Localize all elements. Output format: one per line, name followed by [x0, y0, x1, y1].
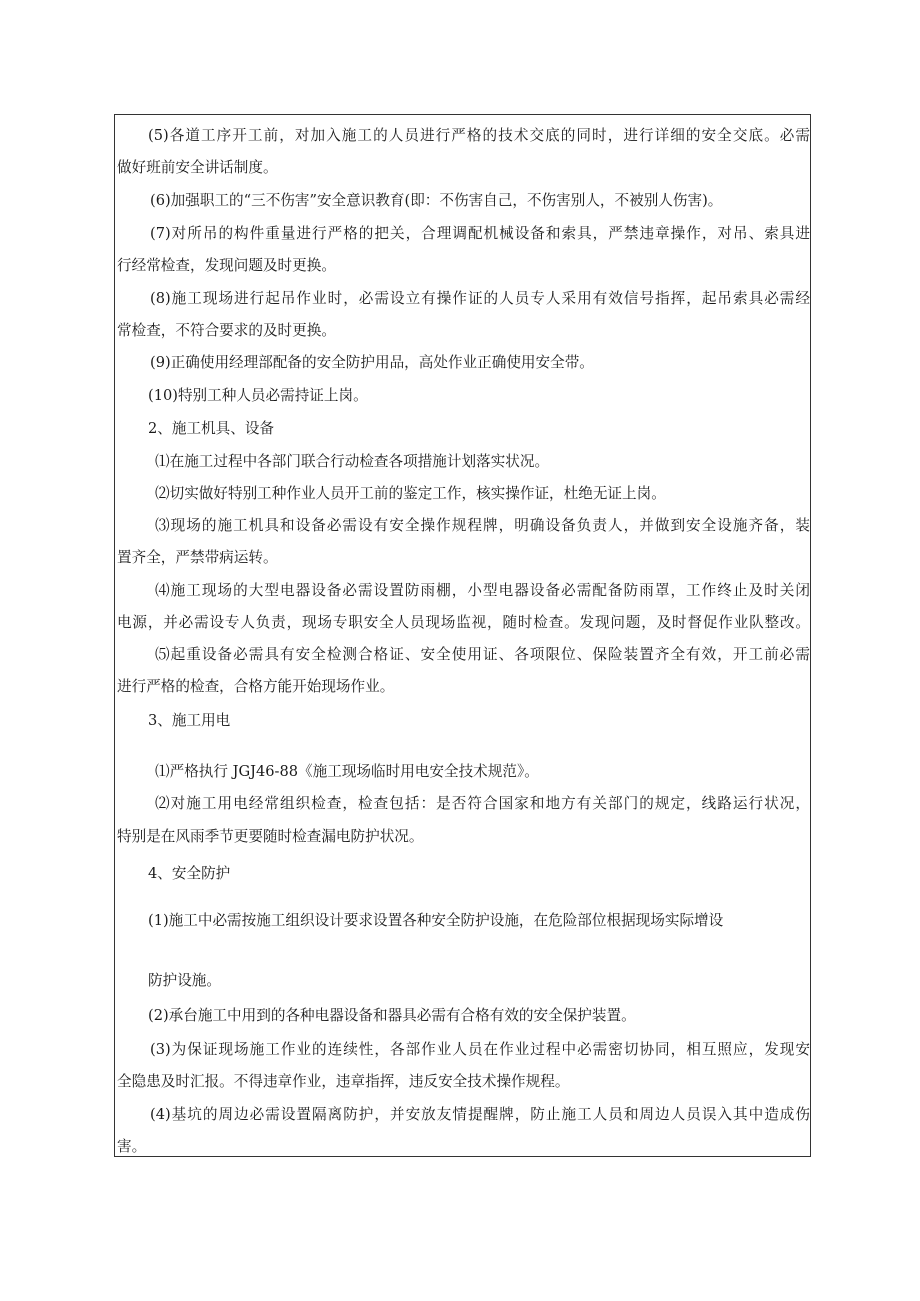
text-line: 全隐患及时汇报。不得违章作业，违章指挥，违反安全技术操作规程。: [117, 1073, 570, 1090]
text-line: ⑶现场的施工机具和设备必需设有安全操作规程牌，明确设备负责人，并做到安全设施齐备，装: [155, 517, 810, 534]
text-line: ⑸起重设备必需具有安全检测合格证、安全使用证、各项限位、保险装置齐全有效，开工前必需: [155, 646, 810, 663]
text-line: (6)加强职工的“三不伤害”安全意识教育(即：不伤害自己，不伤害别人，不被别人伤害)。: [150, 192, 723, 209]
text-line: 做好班前安全讲话制度。: [117, 159, 278, 176]
text-line: (9)正确使用经理部配备的安全防护用品，高处作业正确使用安全带。: [150, 354, 594, 371]
text-line: 电源，并必需设专人负责，现场专职安全人员现场监视，随时检查。发现问题，及时督促作业队整改。: [117, 614, 810, 631]
text-line: (1)施工中必需按施工组织设计要求设置各种安全防护设施，在危险部位根据现场实际增设: [148, 912, 724, 929]
text-line: 害。: [117, 1138, 147, 1155]
text-line: (8)施工现场进行起吊作业时，必需设立有操作证的人员专人采用有效信号指挥，起吊索具必需经: [150, 290, 810, 307]
text-line: (3)为保证现场施工作业的连续性，各部作业人员在作业过程中必需密切协同，相互照应，发现安: [150, 1041, 810, 1058]
text-line: 常检查，不符合要求的及时更换。: [117, 322, 336, 339]
text-line: ⑴在施工过程中各部门联合行动检查各项措施计划落实状况。: [155, 453, 550, 470]
text-line: (5)各道工序开工前，对加入施工的人员进行严格的技术交底的同时，进行详细的安全交底。必需: [148, 127, 810, 144]
text-line: 进行严格的检查，合格方能开始现场作业。: [117, 678, 395, 695]
section-heading: 4、安全防护: [148, 865, 231, 882]
text-line: 防护设施。: [148, 972, 221, 989]
text-line: (4)基坑的周边必需设置隔离防护，并安放友情提醒牌，防止施工人员和周边人员误入其中造成伤: [150, 1106, 810, 1123]
text-line: 特别是在风雨季节更要随时检查漏电防护状况。: [117, 828, 424, 845]
section-heading: 3、施工用电: [148, 712, 231, 729]
text-line: ⑷施工现场的大型电器设备必需设置防雨棚，小型电器设备必需配备防雨罩，工作终止及时关闭: [155, 582, 810, 599]
text-line: ⑵切实做好特别工种作业人员开工前的鉴定工作，核实操作证，杜绝无证上岗。: [155, 485, 666, 502]
text-line: ⑵对施工用电经常组织检查，检查包括：是否符合国家和地方有关部门的规定，线路运行状况，: [155, 795, 810, 812]
text-line: 行经常检查，发现问题及时更换。: [117, 257, 336, 274]
text-line: (2)承台施工中用到的各种电器设备和器具必需有合格有效的安全保护装置。: [148, 1007, 636, 1024]
text-line: 置齐全，严禁带病运转。: [117, 549, 278, 566]
text-line: (7)对所吊的构件重量进行严格的把关，合理调配机械设备和索具，严禁违章操作，对吊、索具进: [150, 225, 810, 242]
text-line: (10)特别工种人员必需持证上岗。: [148, 387, 368, 404]
section-heading: 2、施工机具、设备: [148, 420, 275, 437]
text-line: ⑴严格执行 JGJ46-88《施工现场临时用电安全技术规范》。: [155, 763, 539, 780]
